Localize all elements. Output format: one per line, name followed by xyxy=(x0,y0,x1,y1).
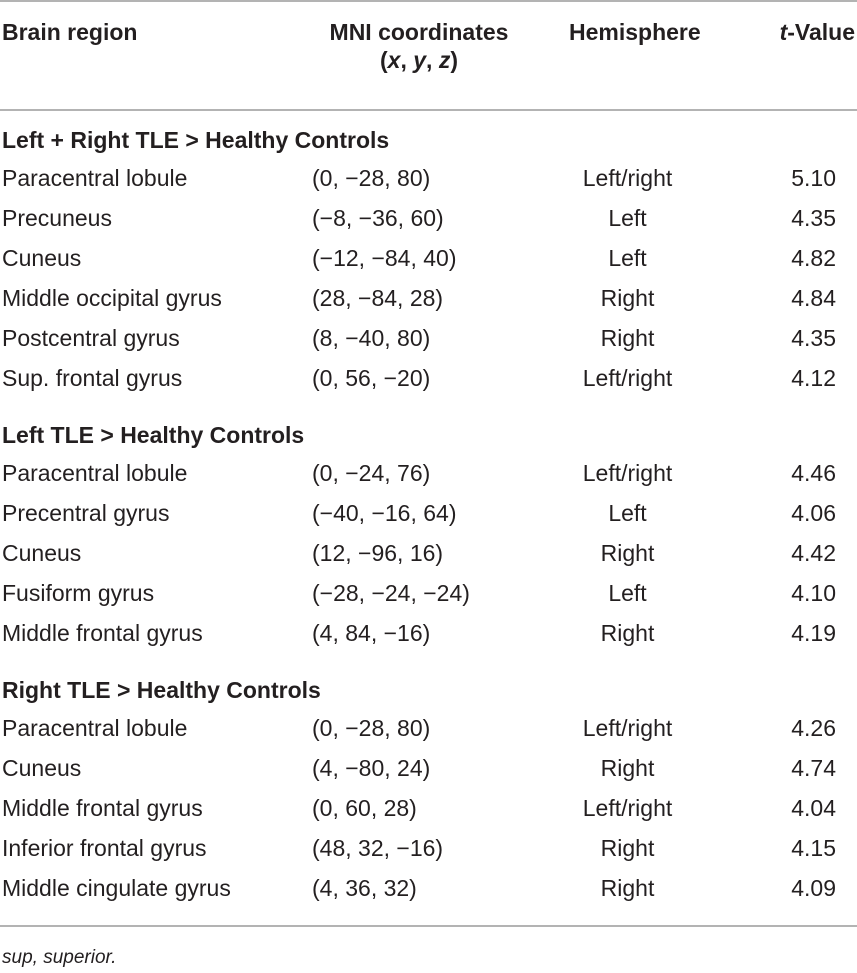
cell-hemisphere: Right xyxy=(600,540,655,566)
cell-hemisphere: Right xyxy=(600,620,655,646)
cell-hemisphere: Left/right xyxy=(582,715,673,741)
cell-t-value: 4.74 xyxy=(791,755,836,781)
cell-brain-region: Precuneus xyxy=(2,205,112,231)
header-hemisphere: Hemisphere xyxy=(569,19,701,45)
cell-brain-region: Paracentral lobule xyxy=(2,460,188,486)
cell-t-value: 4.12 xyxy=(791,365,836,391)
header-rule xyxy=(0,109,857,111)
table-row xyxy=(0,364,857,404)
section-title: Left TLE > Healthy Controls xyxy=(2,422,305,448)
cell-mni-coordinates: (4, −80, 24) xyxy=(312,755,431,781)
table-row xyxy=(0,204,857,244)
cell-hemisphere: Left/right xyxy=(582,795,673,821)
cell-t-value: 5.10 xyxy=(791,165,836,191)
cell-mni-coordinates: (−28, −24, −24) xyxy=(312,580,470,606)
header-mni-y: y xyxy=(413,47,427,73)
cell-t-value: 4.19 xyxy=(791,620,836,646)
cell-mni-coordinates: (0, −28, 80) xyxy=(312,165,431,191)
cell-hemisphere: Left xyxy=(608,580,647,606)
cell-t-value: 4.35 xyxy=(791,205,836,231)
cell-mni-coordinates: (−40, −16, 64) xyxy=(312,500,457,526)
cell-brain-region: Middle occipital gyrus xyxy=(2,285,222,311)
cell-t-value: 4.15 xyxy=(791,835,836,861)
cell-brain-region: Cuneus xyxy=(2,540,82,566)
table-row xyxy=(0,244,857,284)
cell-mni-coordinates: (4, 84, −16) xyxy=(312,620,431,646)
cell-hemisphere: Left/right xyxy=(582,365,673,391)
cell-t-value: 4.04 xyxy=(791,795,836,821)
cell-t-value: 4.46 xyxy=(791,460,836,486)
cell-t-value: 4.42 xyxy=(791,540,836,566)
cell-brain-region: Postcentral gyrus xyxy=(2,325,180,351)
header-t-rest: -Value xyxy=(787,19,855,45)
cell-mni-coordinates: (−12, −84, 40) xyxy=(312,245,457,271)
table-row xyxy=(0,579,857,619)
table-row xyxy=(0,714,857,754)
cell-brain-region: Paracentral lobule xyxy=(2,715,188,741)
table-row xyxy=(0,834,857,874)
section-title: Right TLE > Healthy Controls xyxy=(2,677,321,703)
table-footnote: sup, superior. xyxy=(2,947,117,968)
cell-hemisphere: Right xyxy=(600,835,655,861)
table-row xyxy=(0,539,857,579)
header-t-value xyxy=(740,18,855,46)
cell-brain-region: Cuneus xyxy=(2,755,82,781)
cell-mni-coordinates: (48, 32, −16) xyxy=(312,835,444,861)
table-row xyxy=(0,324,857,364)
table-row xyxy=(0,754,857,794)
cell-mni-coordinates: (8, −40, 80) xyxy=(312,325,431,351)
header-mni-axes: (x, y, z) xyxy=(380,47,458,73)
cell-mni-coordinates: (0, −24, 76) xyxy=(312,460,431,486)
cell-hemisphere: Left xyxy=(608,205,647,231)
cell-mni-coordinates: (4, 36, 32) xyxy=(312,875,417,901)
cell-t-value: 4.10 xyxy=(791,580,836,606)
header-brain-region: Brain region xyxy=(2,19,138,45)
table-row xyxy=(0,619,857,659)
cell-t-value: 4.26 xyxy=(791,715,836,741)
cell-hemisphere: Right xyxy=(600,755,655,781)
table-row xyxy=(0,874,857,914)
table-row xyxy=(0,164,857,204)
cell-hemisphere: Right xyxy=(600,875,655,901)
cell-hemisphere: Right xyxy=(600,285,655,311)
cell-brain-region: Fusiform gyrus xyxy=(2,580,155,606)
cell-brain-region: Middle frontal gyrus xyxy=(2,795,203,821)
cell-brain-region: Middle cingulate gyrus xyxy=(2,875,231,901)
header-mni-z: z xyxy=(438,47,451,73)
cell-hemisphere: Left xyxy=(608,245,647,271)
table-row xyxy=(0,284,857,324)
cell-t-value: 4.82 xyxy=(791,245,836,271)
cell-brain-region: Paracentral lobule xyxy=(2,165,188,191)
cell-t-value: 4.06 xyxy=(791,500,836,526)
cell-brain-region: Middle frontal gyrus xyxy=(2,620,203,646)
header-mni-coordinates xyxy=(314,18,524,74)
cell-t-value: 4.09 xyxy=(791,875,836,901)
cell-brain-region: Precentral gyrus xyxy=(2,500,170,526)
bottom-rule xyxy=(0,925,857,927)
table-row xyxy=(0,794,857,834)
header-mni-x: x xyxy=(387,47,401,73)
section-title: Left + Right TLE > Healthy Controls xyxy=(2,127,390,153)
cell-mni-coordinates: (0, −28, 80) xyxy=(312,715,431,741)
cell-mni-coordinates: (−8, −36, 60) xyxy=(312,205,444,231)
cell-mni-coordinates: (0, 60, 28) xyxy=(312,795,417,821)
cell-hemisphere: Left/right xyxy=(582,460,673,486)
cell-brain-region: Inferior frontal gyrus xyxy=(2,835,207,861)
cell-hemisphere: Right xyxy=(600,325,655,351)
cell-mni-coordinates: (12, −96, 16) xyxy=(312,540,444,566)
header-t-italic: t xyxy=(779,19,788,45)
cell-t-value: 4.35 xyxy=(791,325,836,351)
cell-brain-region: Cuneus xyxy=(2,245,82,271)
cell-hemisphere: Left xyxy=(608,500,647,526)
cell-brain-region: Sup. frontal gyrus xyxy=(2,365,183,391)
header-mni-title: MNI coordinates xyxy=(329,19,509,45)
table-row xyxy=(0,459,857,499)
cell-hemisphere: Left/right xyxy=(582,165,673,191)
table-row xyxy=(0,499,857,539)
cell-mni-coordinates: (0, 56, −20) xyxy=(312,365,431,391)
cell-mni-coordinates: (28, −84, 28) xyxy=(312,285,444,311)
cell-t-value: 4.84 xyxy=(791,285,836,311)
top-rule xyxy=(0,0,857,2)
